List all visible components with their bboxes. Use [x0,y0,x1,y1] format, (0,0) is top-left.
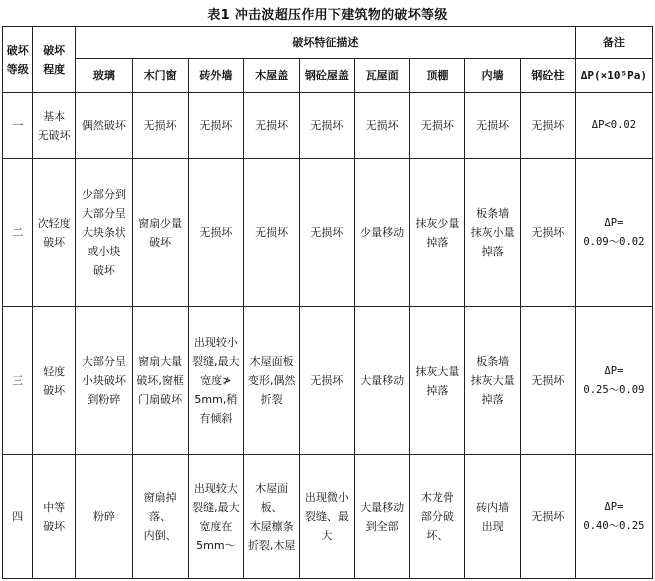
cell-concrete-roof: 无损坏 [300,307,355,455]
cell-ceiling: 抹灰少量 掉落 [410,159,465,307]
cell-glass: 少部分到 大部分呈 大块条状 或小块 破坏 [75,159,132,307]
cell-brick-wall: 无损坏 [188,93,244,159]
cell-concrete-column: 无损坏 [520,159,575,307]
header-col-tile-roof: 瓦屋面 [354,59,410,93]
header-col-brick-wall: 砖外墙 [188,59,244,93]
cell-wood-roof: 木屋面板 变形,偶然 折裂 [244,307,300,455]
row-degree: 轻度 破坏 [33,307,76,455]
cell-tile-roof: 少量移动 [354,159,410,307]
cell-concrete-column: 无损坏 [520,455,575,579]
cell-concrete-roof: 出现微小 裂缝、最大 [300,455,355,579]
cell-remark: ΔP= 0.25～0.09 [575,307,652,455]
header-col-concrete-roof: 钢砼屋盖 [300,59,355,93]
cell-inner-wall: 板条墙 抹灰大量 掉落 [465,307,521,455]
cell-tile-roof: 大量移动 到全部 [354,455,410,579]
row-degree: 次轻度 破坏 [33,159,76,307]
cell-brick-wall: 出现较小 裂缝,最大 宽度≯ 5mm,稍 有倾斜 [188,307,244,455]
row-level: 一 [3,93,33,159]
cell-wood-roof: 无损坏 [244,93,300,159]
table-row [3,307,653,455]
cell-wood-roof: 木屋面板、 木屋檩条 折裂,木屋 [244,455,300,579]
cell-inner-wall: 板条墙 抹灰小量 掉落 [465,159,521,307]
cell-tile-roof: 无损坏 [354,93,410,159]
cell-brick-wall: 无损坏 [188,159,244,307]
cell-inner-wall: 砖内墙 出现 [465,455,521,579]
cell-inner-wall: 无损坏 [465,93,521,159]
cell-glass: 粉碎 [75,455,132,579]
row-degree: 基本 无破坏 [33,93,76,159]
cell-wood-door-window: 窗扇少量 破坏 [132,159,188,307]
header-col-concrete-column: 钢砼柱 [520,59,575,93]
row-degree: 中等 破坏 [33,455,76,579]
header-col-glass: 玻璃 [75,59,132,93]
header-remark-unit: ΔP(×10⁵Pa) [575,59,652,93]
cell-concrete-column: 无损坏 [520,93,575,159]
cell-wood-door-window: 无损坏 [132,93,188,159]
header-col-wood-door-window: 木门窗 [132,59,188,93]
cell-remark: ΔP= 0.09～0.02 [575,159,652,307]
cell-wood-roof: 无损坏 [244,159,300,307]
header-remark: 备注 [575,27,652,59]
table-title: 表1 冲击波超压作用下建筑物的破坏等级 [207,8,448,23]
cell-brick-wall: 出现较大 裂缝,最大 宽度在 5mm～ [188,455,244,579]
header-col-wood-roof: 木屋盖 [244,59,300,93]
cell-concrete-roof: 无损坏 [300,159,355,307]
cell-concrete-column: 无损坏 [520,307,575,455]
header-col-inner-wall: 内墙 [465,59,521,93]
header-col-ceiling: 顶棚 [410,59,465,93]
table-row [3,93,653,159]
cell-tile-roof: 大量移动 [354,307,410,455]
cell-glass: 大部分呈 小块破坏 到粉碎 [75,307,132,455]
cell-concrete-roof: 无损坏 [300,93,355,159]
row-level: 四 [3,455,33,579]
cell-glass: 偶然破坏 [75,93,132,159]
row-level: 三 [3,307,33,455]
cell-ceiling: 抹灰大量 掉落 [410,307,465,455]
table-row [3,159,653,307]
cell-ceiling: 木龙骨 部分破坏、 [410,455,465,579]
header-level: 破坏 等级 [3,27,33,93]
row-level: 二 [3,159,33,307]
cell-ceiling: 无损坏 [410,93,465,159]
cell-remark: ΔP<0.02 [575,93,652,159]
cell-remark: ΔP= 0.40～0.25 [575,455,652,579]
table-row [3,455,653,579]
cell-wood-door-window: 窗扇大量 破坏,窗框 门扇破坏 [132,307,188,455]
cell-wood-door-window: 窗扇掉落、 内倒、 [132,455,188,579]
header-degree: 破坏 程度 [33,27,76,93]
damage-level-table [2,26,653,579]
header-description: 破坏特征描述 [75,27,575,59]
